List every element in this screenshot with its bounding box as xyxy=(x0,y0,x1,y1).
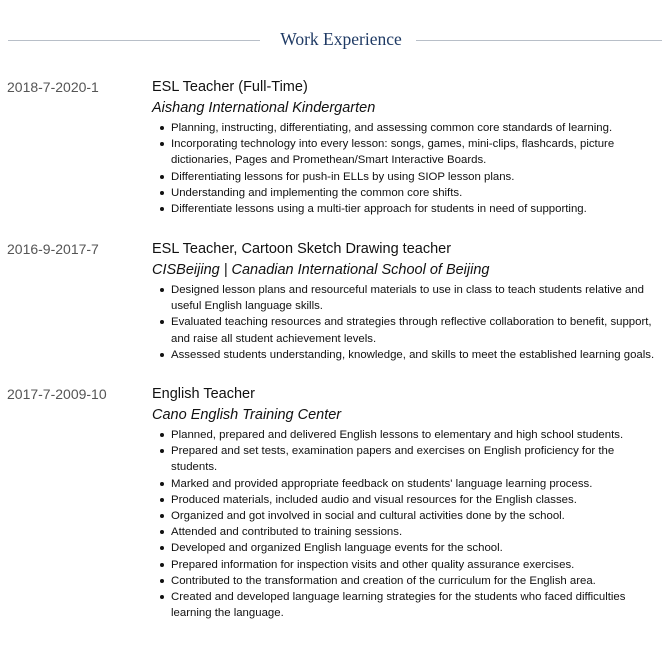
job-dates: 2016-9-2017-7 xyxy=(7,241,99,257)
job-dates: 2018-7-2020-1 xyxy=(7,79,99,95)
job-bullet-list xyxy=(155,120,660,217)
list-item: Marked and provided appropriate feedback on students' language learning process. xyxy=(155,476,660,492)
list-item: Prepared and set tests, examination papers and exercises on English proficiency for the students. xyxy=(155,443,660,475)
list-item: Planned, prepared and delivered English lessons to elementary and high school students. xyxy=(155,427,660,443)
list-item: Organized and got involved in social and cultural activities done by the school. xyxy=(155,508,660,524)
header-rule-left xyxy=(8,40,260,41)
list-item: Differentiating lessons for push-in ELLs by using SIOP lesson plans. xyxy=(155,169,660,185)
job-role: ESL Teacher, Cartoon Sketch Drawing teacher xyxy=(152,241,452,257)
section-title: Work Experience xyxy=(280,29,402,49)
list-item: Incorporating technology into every lesson: songs, games, mini-clips, flashcards, picture dictionaries, Pages and Promethean/Smart Interactive Boards. xyxy=(155,136,660,168)
header-rule-right xyxy=(416,40,662,41)
job-dates: 2017-7-2009-10 xyxy=(7,386,107,402)
list-item: Designed lesson plans and resourceful materials to use in class to teach students relative and useful English language skills. xyxy=(155,282,660,314)
list-item: Assessed students understanding, knowledge, and skills to meet the established learning goals. xyxy=(155,347,660,363)
list-item: Produced materials, included audio and visual resources for the English classes. xyxy=(155,492,660,508)
job-organization: CISBeijing | Canadian International School of Beijing xyxy=(152,262,490,278)
list-item: Planning, instructing, differentiating, and assessing common core standards of learning. xyxy=(155,120,660,136)
job-bullet-list xyxy=(155,282,660,363)
section-header xyxy=(8,27,662,53)
list-item: Understanding and implementing the common core shifts. xyxy=(155,185,660,201)
job-organization: Aishang International Kindergarten xyxy=(152,100,376,116)
job-role: ESL Teacher (Full-Time) xyxy=(152,79,308,95)
job-organization: Cano English Training Center xyxy=(152,407,342,423)
list-item: Evaluated teaching resources and strategies through reflective collaboration to benefit, support, and raise all student achievement levels. xyxy=(155,314,660,346)
list-item: Attended and contributed to training sessions. xyxy=(155,524,660,540)
list-item: Differentiate lessons using a multi-tier approach for students in need of supporting. xyxy=(155,201,660,217)
job-role: English Teacher xyxy=(152,386,255,402)
list-item: Prepared information for inspection visits and other quality assurance exercises. xyxy=(155,557,660,573)
list-item: Contributed to the transformation and creation of the curriculum for the English area. xyxy=(155,573,660,589)
list-item: Developed and organized English language events for the school. xyxy=(155,540,660,556)
job-bullet-list xyxy=(155,427,660,621)
list-item: Created and developed language learning strategies for the students who faced difficulties learning the language. xyxy=(155,589,660,621)
